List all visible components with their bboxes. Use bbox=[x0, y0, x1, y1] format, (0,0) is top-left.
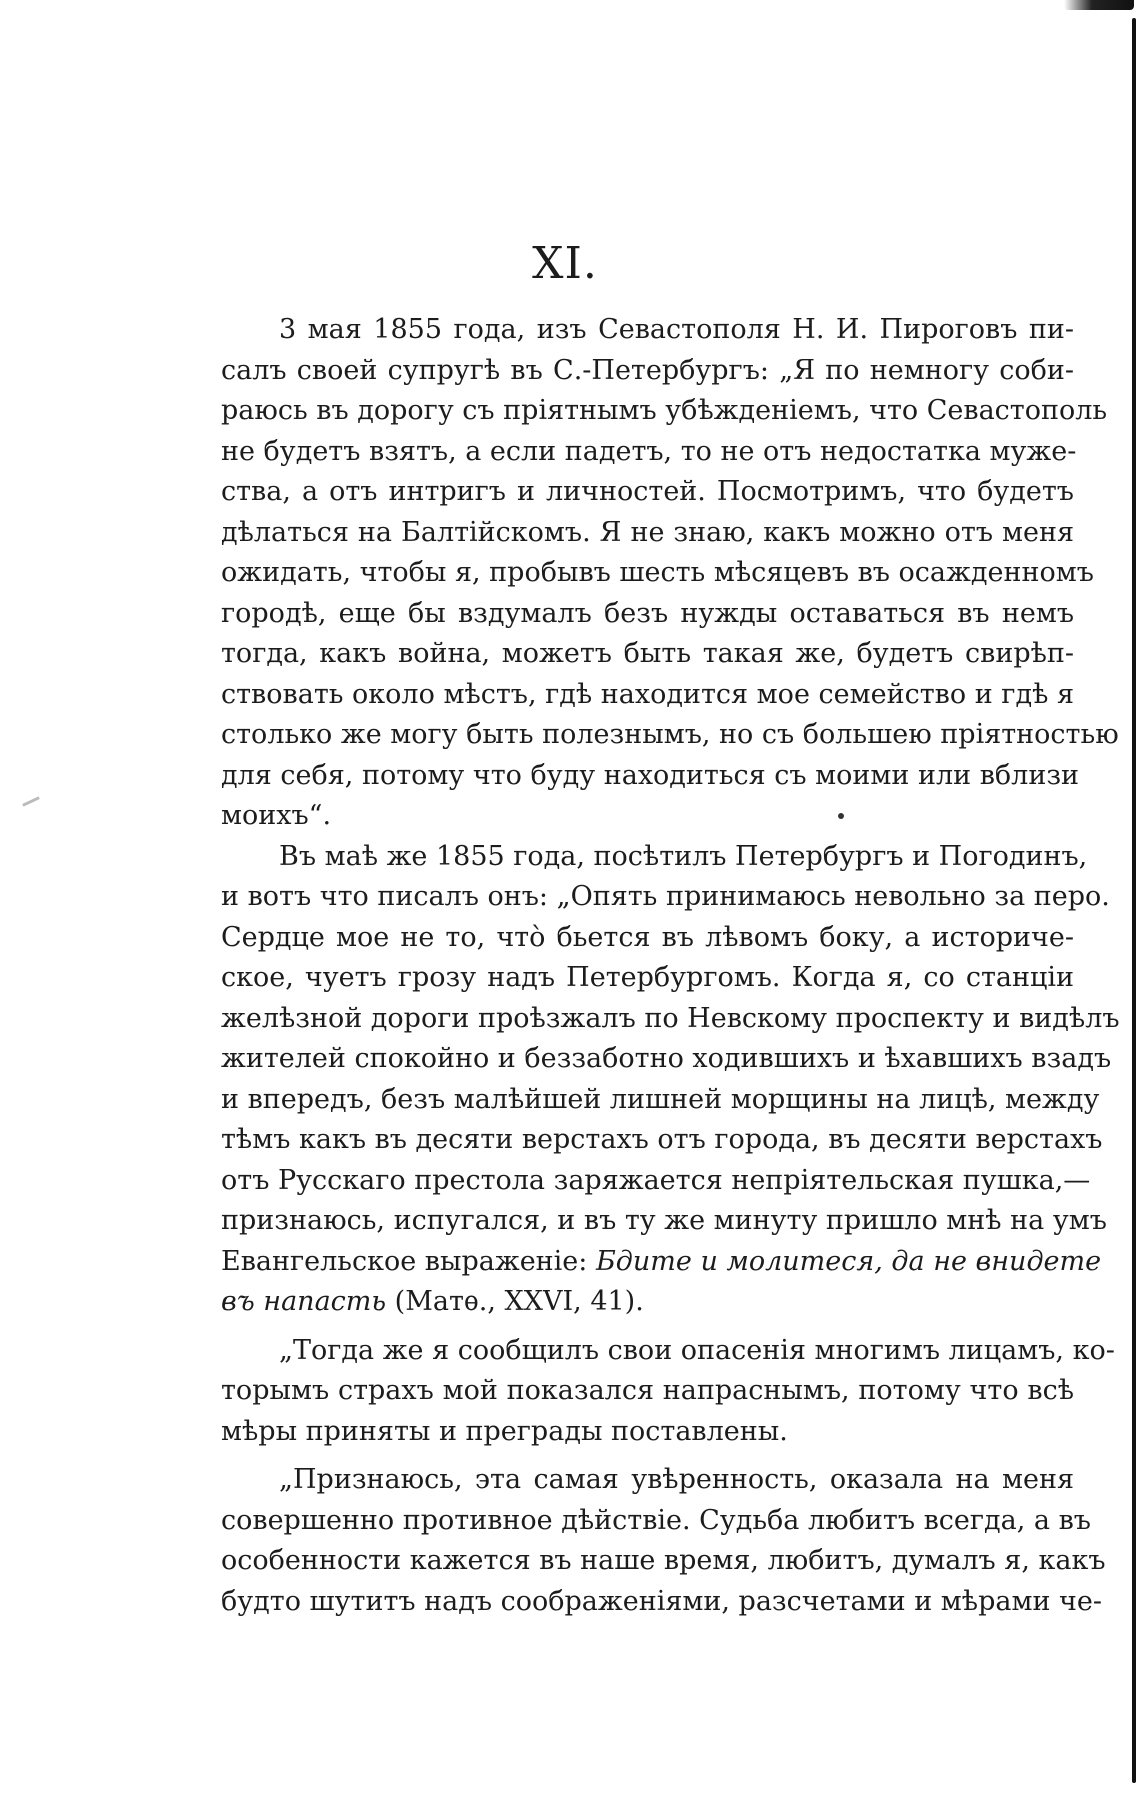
text-line: и вотъ что писалъ онъ: „Опять принимаюсь невольно за перо. bbox=[221, 881, 1110, 912]
scan-smudge bbox=[22, 796, 40, 806]
text-line: особенности кажется въ наше время, любитъ, думалъ я, какъ bbox=[221, 1545, 1106, 1576]
ink-dot bbox=[838, 813, 844, 819]
text-line: признаюсь, испугался, и въ ту же минуту пришло мнѣ на умъ bbox=[221, 1205, 1107, 1236]
text-line: столько же могу быть полезнымъ, но съ большею пріятностью bbox=[221, 719, 1119, 750]
text-line: ства, а отъ интригъ и личностей. Посмотримъ, что будетъ bbox=[221, 476, 1074, 507]
text-line: раюсь въ дорогу съ пріятнымъ убѣжденіемъ, что Севастополь bbox=[221, 395, 1108, 426]
text-line: 3 мая 1855 года, изъ Севастополя Н. И. Пироговъ пи- bbox=[279, 314, 1074, 345]
text-line: торымъ страхъ мой показался напраснымъ, потому что всѣ bbox=[221, 1375, 1074, 1406]
text-line: „Тогда же я сообщилъ свои опасенія многимъ лицамъ, ко- bbox=[279, 1334, 1115, 1366]
text-line: городѣ, еще бы вздумалъ безъ нужды оставаться въ немъ bbox=[221, 597, 1074, 629]
body-text bbox=[221, 310, 1120, 1622]
text-line: Сердце мое не то, что̀ бьется въ лѣвомъ боку, а историче- bbox=[221, 921, 1074, 953]
italic-quote: Бдите и молитеся, да не внидете bbox=[595, 1245, 1102, 1277]
text-line: желѣзной дороги проѣзжалъ по Невскому проспекту и видѣлъ bbox=[221, 1002, 1120, 1034]
text-line: отъ Русскаго престола заряжается непріятельская пушка,— bbox=[221, 1164, 1091, 1196]
text-line: мѣры приняты и преграды поставлены. bbox=[221, 1415, 788, 1447]
text-line: ожидать, чтобы я, пробывъ шесть мѣсяцевъ въ осажденномъ bbox=[221, 557, 1094, 588]
text-line: и впередъ, безъ малѣйшей лишней морщины на лицѣ, между bbox=[221, 1083, 1100, 1115]
text-line: совершенно противное дѣйствіе. Судьба любитъ всегда, а въ bbox=[221, 1504, 1091, 1536]
text-line: ствовать около мѣстъ, гдѣ находится мое семейство и гдѣ я bbox=[221, 678, 1074, 710]
text-line: не будетъ взятъ, а если падетъ, то не отъ недостатка муже- bbox=[221, 435, 1077, 467]
text-line: для себя, потому что буду находиться съ моими или вблизи bbox=[221, 759, 1080, 791]
text-line: тогда, какъ война, можетъ быть такая же, будетъ свирѣп- bbox=[221, 638, 1074, 669]
text-line: ское, чуетъ грозу надъ Петербургомъ. Когда я, со станціи bbox=[221, 962, 1074, 993]
chapter-heading: XI. bbox=[532, 238, 598, 289]
scan-edge-mark bbox=[1064, 0, 1134, 10]
page-border-line bbox=[1132, 18, 1136, 1783]
text-line bbox=[221, 1242, 1102, 1283]
text-line: Въ маѣ же 1855 года, посѣтилъ Петербургъ и Погодинъ, bbox=[279, 840, 1088, 872]
text-line: дѣлаться на Балтійскомъ. Я не знаю, какъ можно отъ меня bbox=[221, 516, 1074, 548]
text-line: будто шутитъ надъ соображеніями, разсчетами и мѣрами че- bbox=[221, 1585, 1102, 1617]
text-line: „Признаюсь, эта самая увѣренность, оказала на меня bbox=[279, 1464, 1074, 1495]
italic-quote: въ напасть bbox=[221, 1286, 387, 1317]
text-segment: Евангельское выраженіе: bbox=[221, 1245, 596, 1277]
text-line: жителей спокойно и беззаботно ходившихъ и ѣхавшихъ взадъ bbox=[221, 1043, 1112, 1074]
text-line: тѣмъ какъ въ десяти верстахъ отъ города, въ десяти верстахъ bbox=[221, 1124, 1103, 1155]
text-line: салъ своей супругѣ въ С.-Петербургъ: „Я по немногу соби- bbox=[221, 354, 1074, 386]
text-segment: (Матѳ., XXVI, 41). bbox=[386, 1286, 644, 1317]
text-line: моихъ“. bbox=[221, 800, 332, 831]
text-line bbox=[221, 1282, 1074, 1323]
